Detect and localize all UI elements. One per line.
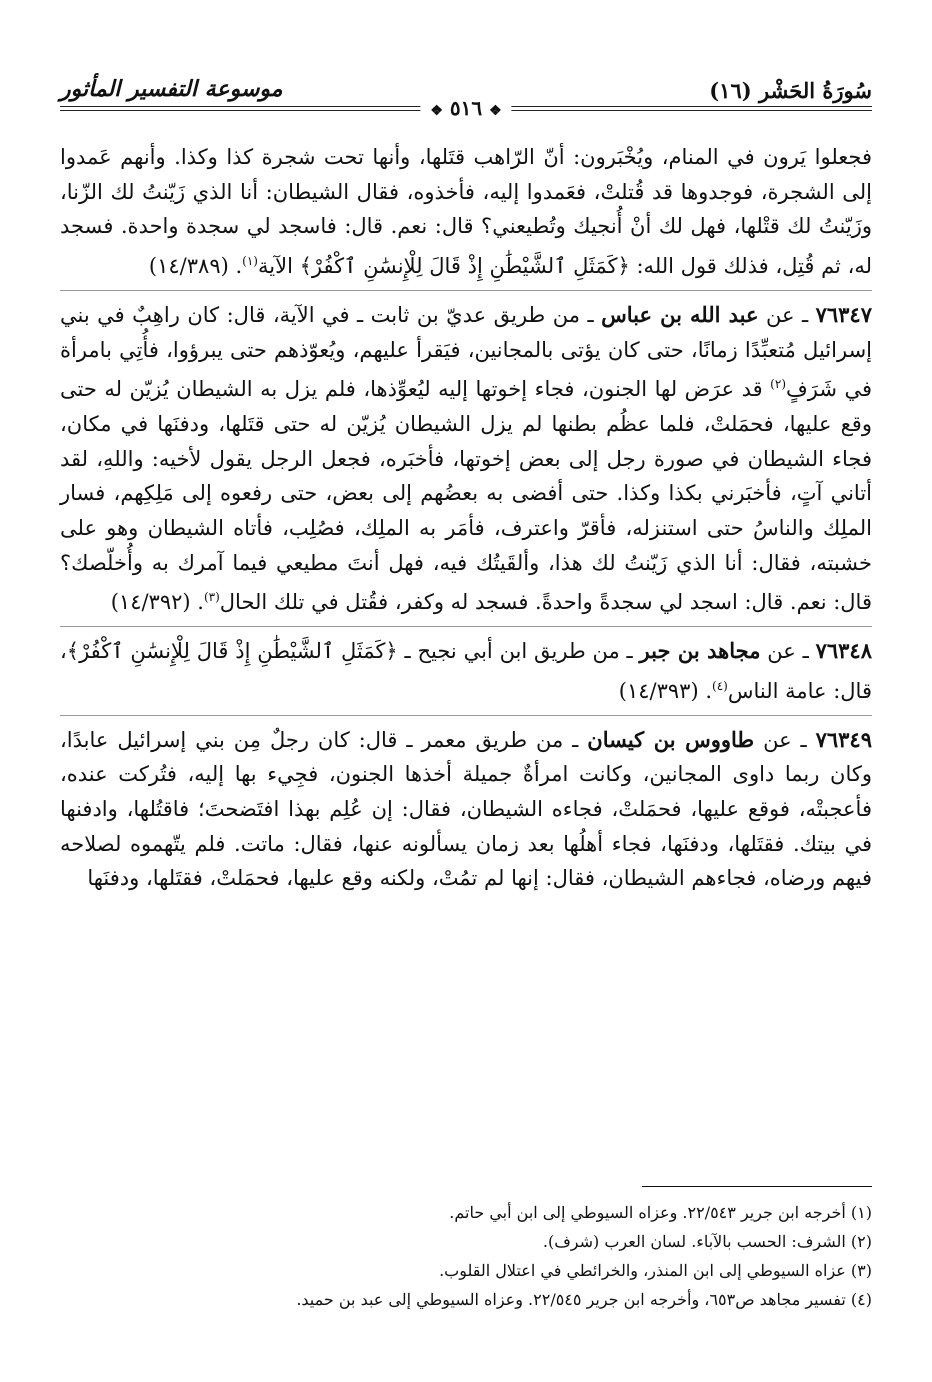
volume-ref: . (١٤/٣٨٩) — [148, 254, 243, 279]
footnote-1: (١) أخرجه ابن جرير ٢٢/٥٤٣. وعزاه السيوطي إلى ابن أبي حاتم. — [449, 1203, 872, 1222]
ornament-icon: ❖ — [489, 103, 502, 119]
entry-76348: ٧٦٣٤٨ ـ عن مجاهد بن جبر ـ من طريق ابن أبي نجيح ـ ﴿كَمَثَلِ ٱلشَّيْطَٰنِ إِذْ قَالَ لِلْإِنسَٰنِ ٱكْفُرْ﴾، قال: عامة الناس$^{(٤)}$. (١٤/٣٩٣) — [60, 638, 872, 703]
entry-divider — [60, 626, 872, 627]
entry-76349: ٧٦٣٤٩ ـ عن طاووس بن كيسان ـ من طريق معمر ـ قال: كان رجلٌ مِن بني إسرائيل عابدًا، وكان ربما داوى المجانين، وكانت امرأةٌ جميلة أخذها الجنون، فجِيء بها إليه، فتُركت عنده، فأعجبتْه، فوقع عليها، فحمَلتْ، فجاءه الشيطان، فقال: إن عُلِم بهذا افتَضحتَ؛ فاقتُلها، وادفنها في بيتك. فقتَلها، ودفنَها، فجاء أهلُها بعد زمان يسألونه عنها، فقال: ماتت. فلم يتّهموه لصلاحه فيهم ورضاه، فجاءهم الشيطان، فقال: إنها لم تمُتْ، ولكنه وقع عليها، فحمَلتْ، فقتَلها، ودفنَها — [60, 726, 872, 891]
book-title: موسوعة التفسير المأثور — [60, 76, 283, 102]
surah-title: سُورَةُ الحَشْر — [758, 78, 872, 103]
narrator-name: مجاهد بن جبر — [639, 638, 761, 664]
footnote-marker: (٣) — [203, 590, 220, 605]
ornament-icon: ❖ — [430, 103, 443, 119]
volume-ref: . (١٤/٣٩٣) — [618, 678, 712, 703]
entry-number: ٧٦٣٤٨ — [815, 638, 872, 664]
paragraph-continued: فجعلوا يَرون في المنام، ويُخْبَرون: أنّ الرّاهب قتَلها، وأنها تحت شجرة كذا وكذا. وأنهم عَمدوا إلى الشجرة، فوجدوها قد قُتلتْ، فعَمدوا إليه، فأخذوه، فقال الشيطان: أنا الذي زَيّنتُ لك الزّنا، وزَيّنتُ لك قتْلها، فهل لك أنْ أُنجيك وتُطيعني؟ قال: نعم. قال: فاسجد لي سجدة واحدة. فسجد له، ثم قُتِل، فذلك قول الله: ﴿كَمَثَلِ ٱلشَّيْطَٰنِ إِذْ قَالَ لِلْإِنسَٰنِ ٱكْفُرْ﴾ الآية$^{(١)}$. (١٤/٣٨٩) — [60, 145, 872, 279]
footnote-rule — [642, 1186, 872, 1187]
entry-number: ٧٦٣٤٩ — [815, 726, 872, 752]
volume-ref: . (١٤/٣٩٢) — [110, 590, 204, 615]
entry-number: ٧٦٣٤٧ — [815, 301, 872, 327]
narrator-name: طاووس بن كيسان — [587, 726, 755, 752]
entry-divider — [60, 715, 872, 716]
entry-divider — [60, 290, 872, 291]
entry-76347: ٧٦٣٤٧ ـ عن عبد الله بن عباس ـ من طريق عديّ بن ثابت ـ في الآية، قال: كان راهِبٌ في بني إسرائيل مُتعبِّدًا زمانًا، حتى كان يؤتى بالمجانين، فيَقرأ عليهم، ويُعوّذهم حتى يبرؤوا، فأُتِي بامرأة في شَرَفٍ$^{(٢)}$ قد عرَض لها الجنون، فجاء إخوتها إليه ليُعوِّذها، فلم يزل به الشيطان يُزيّن له حتى وقع عليها، فحمَلتْ، فلما عظُم بطنها لم يزل الشيطان يُزيّن له حتى قتَلها، ودفنَها في مكان، فجاء الشيطان في صورة رجل إلى بعض إخوتها، فأخبَره، فجعل الرجل يقول لأخيه: واللهِ، لقد أتاني آتٍ، فأخبَرني بكذا وكذا. حتى أفضى به بعضُهم إلى بعض، حتى رفعوه إلى مَلِكِهم، فسار الملِك والناسُ حتى استنزله، فأقرّ واعترف، فأمَر به الملِك، فصُلِب، فأتاه الشيطان وهو على خشبته، فقال: أنا الذي زَيّنتُ لك هذا، وألقَيتُك فيه، فهل أنتَ مطيعي فيما آمرك به وأُخلّصك؟ قال: نعم. قال: اسجد لي سجدةً واحدةً. فسجد له وكفر، فقُتل في تلك الحال$^{(٣)}$. (١٤/٣٩٢) — [60, 301, 872, 615]
footnote-4: (٤) تفسير مجاهد ص٦٥٣، وأخرجه ابن جرير ٢٢/٥٤٥. وعزاه السيوطي إلى عبد بن حميد. — [296, 1290, 872, 1309]
page-number: ❖ ٥١٦ ❖ — [420, 96, 511, 120]
footnote-marker: (٢) — [770, 377, 786, 392]
footnote-marker: (٤) — [712, 678, 728, 693]
footnote-3: (٣) عزاه السيوطي إلى ابن المنذر، والخرائطي في اعتلال القلوب. — [439, 1261, 872, 1280]
narrator-name: عبد الله بن عباس — [601, 301, 759, 327]
surah-number: (١٦) — [709, 78, 752, 103]
running-head-surah — [709, 78, 872, 103]
main-text — [60, 140, 872, 896]
footnotes — [60, 1198, 872, 1314]
footnote-2: (٢) الشرف: الحسب بالآباء. لسان العرب (شرف). — [542, 1232, 872, 1251]
footnote-marker: (١) — [242, 254, 258, 269]
